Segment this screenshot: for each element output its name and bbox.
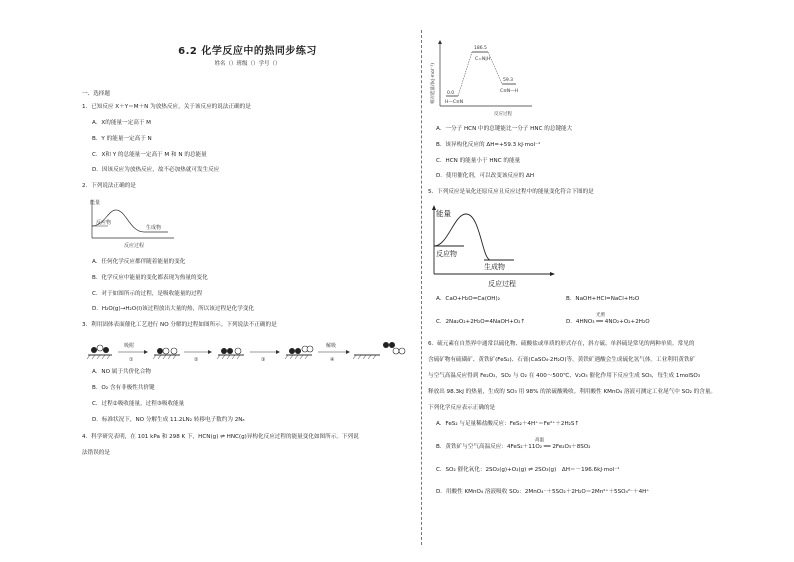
- q2-option-b[interactable]: B．化学反应中能量的变化都表现为热量的变化: [92, 275, 208, 281]
- q2-option-d[interactable]: D．H₂O(g)→H₂O(l)该过程放出大量的热，所以该过程是化学变化: [92, 306, 255, 312]
- q5-fig-xaxis: 反应过程: [488, 280, 516, 288]
- q1-option-d[interactable]: D．因该反应为放热反应，故不必加热就可发生反应: [92, 167, 220, 173]
- q3-step-3: ③: [261, 357, 266, 363]
- q6-stem-line4: 释放出 98.3kJ 的热量，生成的 SO₃ 用 98% 的浓硫酸吸收。利用酸性 KMnO₄ 溶液可测定工业尾气中 SO₂ 的含量。: [428, 389, 717, 395]
- q4-option-b[interactable]: B．该异构化反应的 ΔH=+59.3 kJ·mol⁻¹: [436, 142, 541, 148]
- q3-label-adsorb: 吸附: [124, 343, 135, 349]
- q3-step-1: ①: [129, 357, 134, 363]
- q5-energy-diagram: [428, 202, 558, 290]
- q4-fig-hnc: C≡N—H: [500, 89, 519, 94]
- q2-fig-energy: 能量: [90, 200, 101, 206]
- q1-option-b[interactable]: B．Y 的能量一定高于 N: [92, 136, 152, 142]
- q4-stem-line1: 4．科学研究表明，在 101 kPa 和 298 K 下，HCN(g) ⇌ HNC(g)异构化反应过程的能量变化如图所示。下列说: [82, 434, 359, 440]
- q6-stem-line5: 下列化学反应表示正确的是: [428, 405, 496, 411]
- section-heading: 一、选择题: [82, 91, 110, 97]
- q1-option-c[interactable]: C．X和 Y 的总能量一定高于 M 和 N 的总能量: [92, 152, 207, 158]
- q5-option-c[interactable]: C．2Na₂O₂+2H₂O=4NaOH+O₂↑: [436, 319, 526, 325]
- column-divider: [421, 30, 422, 545]
- q2-option-a[interactable]: A．任何化学反应都伴随着能量的变化: [92, 259, 186, 265]
- q2-stem: 2．下列说法正确的是: [82, 183, 136, 189]
- q5-option-b[interactable]: B．NaOH+HCl=NaCl+H₂O: [566, 296, 640, 302]
- q2-fig-product: 生成物: [146, 225, 162, 231]
- student-info: 姓名（）班级（）学号（）: [214, 61, 281, 67]
- q6-option-d[interactable]: D．用酸性 KMnO₄ 溶液吸收 SO₂：2MnO₄⁻＋5SO₂＋2H₂O＝2Mn²⁺＋5SO₄²⁻＋4H⁺: [436, 489, 650, 495]
- q5-stem: 5．下列反应是氧化还原反应且反应过程中的能量变化符合下图的是: [428, 189, 594, 195]
- q1-option-a[interactable]: A．X的能量一定高于 M: [92, 120, 152, 126]
- q2-fig-xaxis: 反应过程: [124, 243, 145, 249]
- q6-option-b-condition: 高温: [535, 438, 544, 443]
- q3-stem: 3．利用固体表面催化工艺进行 NO 分解的过程如图所示。下列说法不正确的是: [82, 322, 277, 328]
- q4-option-a[interactable]: A．一分子 HCN 中的总键能比一分子 HNC 的总键能大: [436, 126, 573, 132]
- q5-option-d-condition: 光照: [596, 313, 605, 318]
- q6-stem-line2: 含硫矿物有硫磺矿、黄铁矿(FeS₂)、石膏(CaSO₄·2H₂O)等。黄铁矿遇酸会生成硫化氢气体。工业利用黄铁矿: [428, 357, 696, 363]
- q6-stem-line3: 与空气高温反应得到 Fe₂O₃，SO₂ 与 O₂ 在 400～500℃、V₂O₅ 催化作用下反应生成 SO₃，每生成 1molSO₃: [428, 373, 701, 379]
- q4-fig-yaxis: 相对能量/(kJ·mol⁻¹): [431, 63, 436, 104]
- q3-step-4: ④: [330, 357, 335, 363]
- q3-option-c[interactable]: C．过程②吸收能量，过程③吸收能量: [92, 401, 185, 407]
- q4-option-c[interactable]: C．HCN 的能量小于 HNC 的能量: [436, 158, 521, 164]
- q6-option-c[interactable]: C．SO₂ 催化氧化：2SO₂(g)+O₂(g) ⇌ 2SO₃(g) ΔH＝－196.6kJ·mol⁻¹: [436, 467, 620, 473]
- q4-fig-reactant-val: 0.0: [447, 91, 455, 96]
- q6-option-a[interactable]: A．FeS₂ 与足量稀盐酸反应：FeS₂＋4H⁺＝Fe²⁺＋2H₂S↑: [436, 421, 580, 427]
- q3-option-d[interactable]: D．标准状况下，NO 分解生成 11.2LN₂ 转移电子数约为 2Nₐ: [92, 417, 245, 423]
- q4-fig-product-val: 59.3: [503, 78, 514, 83]
- q5-fig-energy: 能量: [436, 209, 451, 218]
- q3-step-2: ②: [194, 357, 199, 363]
- q2-option-c[interactable]: C．对于如图所示的过程，是吸收能量的过程: [92, 291, 203, 297]
- q4-fig-peak: 186.5: [474, 46, 487, 51]
- q6-stem-line1: 6．硫元素在自然界中通常以硫化物、硫酸盐或单质的形式存在，斜方硫、单斜硫是常见的两种单质。常见的: [428, 341, 695, 347]
- q6-option-b[interactable]: B．黄铁矿与空气高温反应：4FeS₂＋11O₂ ══ 2Fe₂O₃＋8SO₂: [436, 444, 591, 450]
- q5-fig-product: 生成物: [484, 263, 505, 271]
- q5-option-a[interactable]: A．CaO+H₂O=Ca(OH)₂: [436, 296, 500, 302]
- q5-option-d[interactable]: D．4HNO₃ ══ 4NO₂+O₂+2H₂O: [566, 319, 650, 325]
- q4-energy-diagram: [428, 38, 538, 118]
- q4-fig-hcn: H—C≡N: [445, 100, 464, 105]
- q3-option-b[interactable]: B．O₂ 含有非极性共价键: [92, 385, 155, 391]
- q3-option-a[interactable]: A．NO 属于共价化合物: [92, 369, 151, 375]
- q4-stem-line2: 法错误的是: [82, 450, 110, 456]
- q1-stem: 1．已知反应 X＋Y＝M＋N 为放热反应，关于该反应的说法正确的是: [82, 104, 251, 110]
- q4-fig-ts: C=N|H: [475, 57, 491, 62]
- q2-energy-diagram: [86, 196, 176, 252]
- page-title: 6.2 化学反应中的热同步练习: [178, 46, 317, 57]
- q4-option-d[interactable]: D．使用催化剂，可以改变该反应的 ΔH: [436, 173, 535, 179]
- q3-process-diagram: [84, 337, 414, 363]
- q2-fig-reactant: 反应物: [96, 220, 112, 226]
- q3-label-desorb: 解吸: [326, 343, 337, 349]
- q5-fig-reactant: 反应物: [436, 250, 457, 258]
- q4-fig-xaxis: 反应过程: [494, 112, 512, 117]
